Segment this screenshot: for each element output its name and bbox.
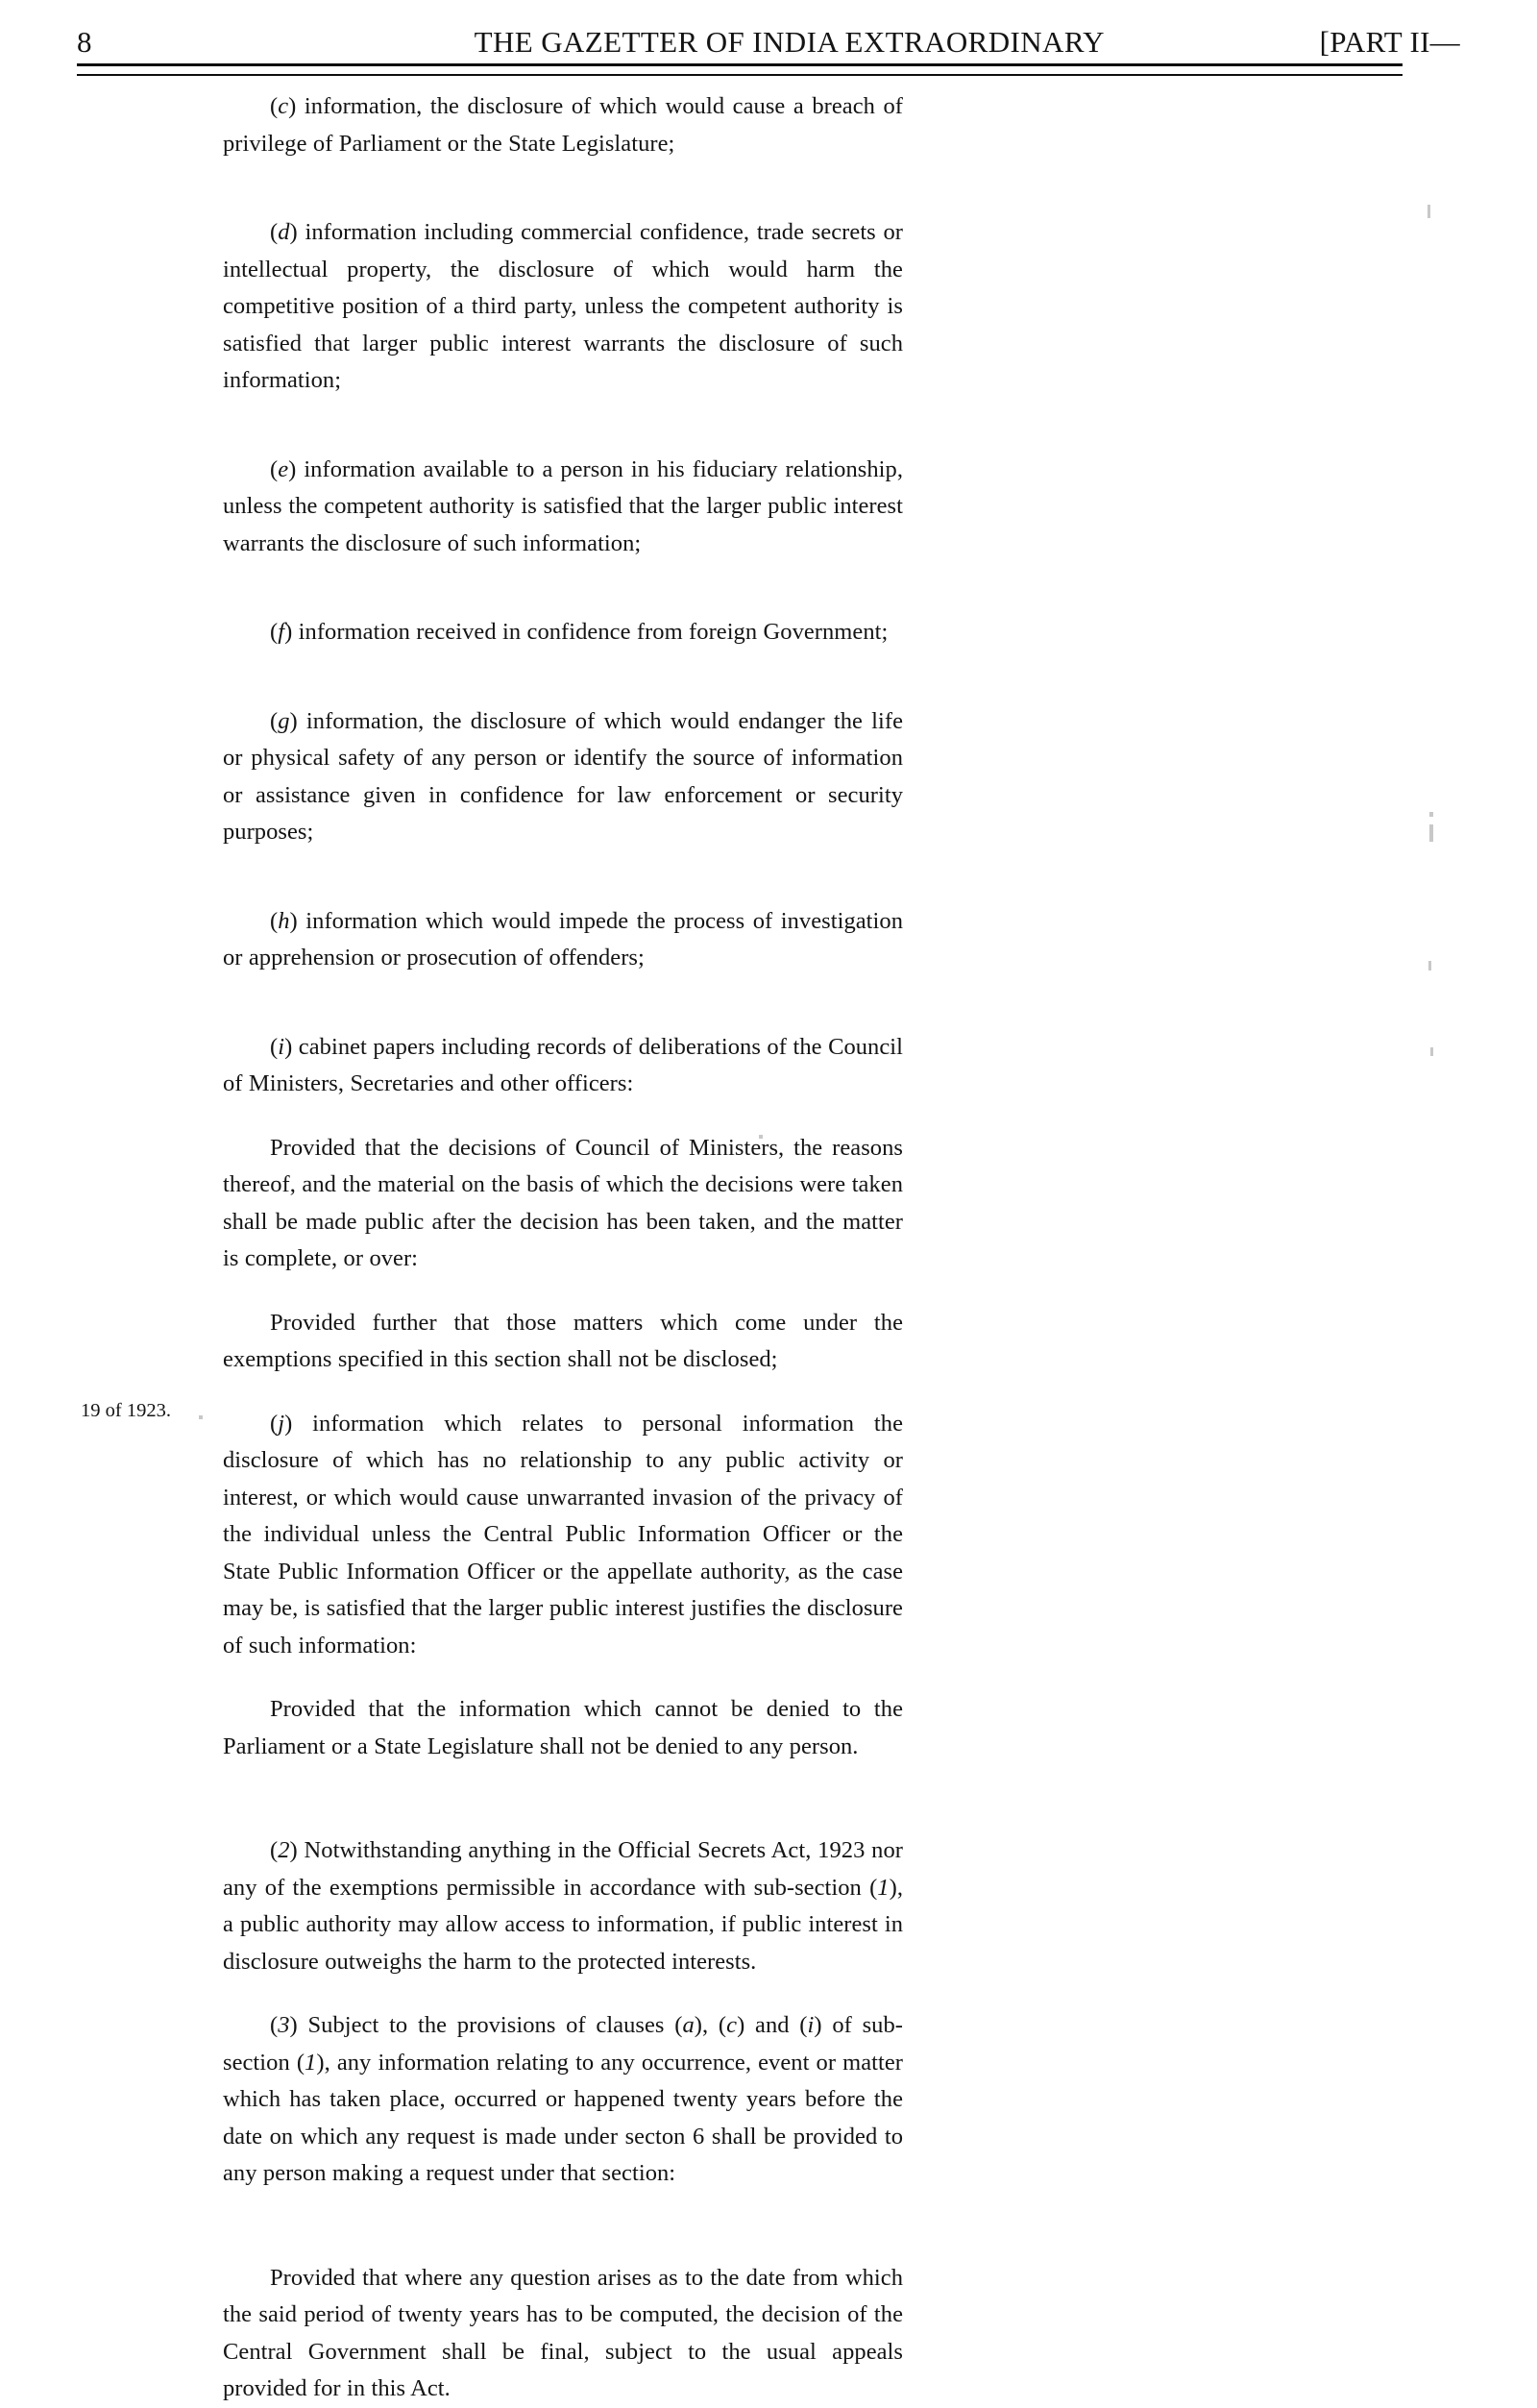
header-double-rule (77, 63, 1403, 76)
paragraph-clause-c: (c) information, the disclosure of which would cause a breach of privilege of Parliament or the State Legislature; (223, 93, 903, 157)
paragraph-clause-i: (i) cabinet papers including records of deliberations of the Council of Ministers, Secretaries and other officers: (223, 1033, 903, 1096)
scan-artifact-speck (1430, 1047, 1433, 1056)
paragraph-clause-d: (d) information including commercial confidence, trade secrets or intellectual property, the disclosure of which would harm the competitive position of a third party, unless the competent authority is satisfied that larger public interest warrants the disclosure of such information; (223, 219, 903, 393)
running-head (77, 25, 1460, 67)
paragraph-clause-g: (g) information, the disclosure of which would endanger the life or physical safety of any person or identify the source of information or assistance given in confidence for law enforcement or security purposes; (223, 707, 903, 845)
body-text-column (223, 88, 903, 2408)
scan-artifact-speck (1429, 824, 1433, 842)
scan-artifact-speck (199, 1415, 203, 1419)
part-label: [PART II— (1319, 25, 1460, 59)
paragraph-proviso-3: Provided that the information which cannot be denied to the Parliament or a State Legislature shall not be denied to any person. (223, 1696, 903, 1759)
paragraph-clause-h: (h) information which would impede the process of investigation or apprehension or prosecution of offenders; (223, 907, 903, 971)
marginal-note-act-reference: 19 of 1923. (81, 1400, 171, 1421)
paragraph-clause-f: (f) information received in confidence from foreign Government; (270, 619, 889, 645)
scan-artifact-speck (1427, 205, 1430, 218)
paragraph-subsection-3: (3) Subject to the provisions of clauses (a), (c) and (i) of sub-section (1), any information relating to any occurrence, event or matter which has taken place, occurred or happened twenty years before the date on which any request is made under secton 6 shall be provided to any person making a request under that section: (223, 2012, 903, 2186)
paragraph-proviso-1: Provided that the decisions of Council of Ministers, the reasons thereof, and the material on the basis of which the decisions were taken shall be made public after the decision has been taken, and the matter is complete, or over: (223, 1134, 903, 1271)
paragraph-subsection-2: (2) Notwithstanding anything in the Official Secrets Act, 1923 nor any of the exemptions permissible in accordance with sub-section (1), a public authority may allow access to information, if public interest in disclosure outweighs the harm to the protected interests. (223, 1837, 903, 1975)
paragraph-clause-e: (e) information available to a person in his fiduciary relationship, unless the competent authority is satisfied that the larger public interest warrants the disclosure of such information; (223, 455, 903, 556)
paragraph-proviso-4: Provided that where any question arises as to the date from which the said period of twenty years has to be computed, the decision of the Central Government shall be final, subject to the usual appeals provided for in this Act. (223, 2264, 903, 2401)
scan-artifact-speck (1429, 812, 1433, 817)
paragraph-proviso-2: Provided further that those matters which come under the exemptions specified in this section shall not be disclosed; (223, 1309, 903, 1372)
scan-artifact-speck (1428, 961, 1431, 971)
paragraph-clause-j: (j) information which relates to personal information the disclosure of which has no relationship to any public activity or interest, or which would cause unwarranted invasion of the privacy of the individual unless the Central Public Information Officer or the State Public Information Officer or the appellate authority, as the case may be, is satisfied that the larger public interest justifies the disclosure of such information: (223, 1410, 903, 1659)
page-title: THE GAZETTER OF INDIA EXTRAORDINARY (474, 25, 1105, 59)
page-number: 8 (77, 25, 92, 59)
